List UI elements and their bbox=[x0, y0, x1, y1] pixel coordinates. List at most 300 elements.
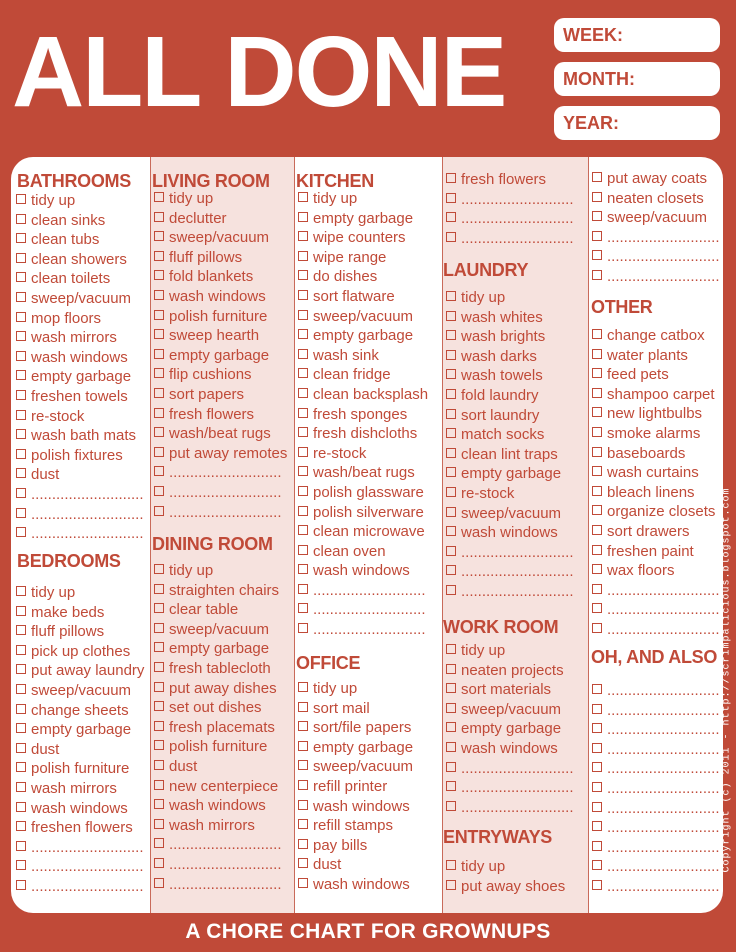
checkbox-icon[interactable] bbox=[154, 838, 164, 848]
chore-item bbox=[16, 779, 150, 799]
checkbox-icon[interactable] bbox=[298, 349, 308, 359]
checkbox-icon[interactable] bbox=[298, 368, 308, 378]
chore-label: make beds bbox=[31, 603, 105, 621]
checkbox-icon[interactable] bbox=[154, 251, 164, 261]
chore-label: polish furniture bbox=[169, 738, 268, 756]
chore-label: wash windows bbox=[313, 875, 410, 893]
chore-label: wash mirrors bbox=[31, 329, 117, 347]
checkbox-icon[interactable] bbox=[16, 743, 26, 753]
checkbox-icon[interactable] bbox=[446, 722, 456, 732]
checkbox-icon[interactable] bbox=[154, 388, 164, 398]
chore-item bbox=[592, 620, 723, 640]
checkbox-icon[interactable] bbox=[298, 447, 308, 457]
checkbox-icon[interactable] bbox=[154, 329, 164, 339]
checkbox-icon[interactable] bbox=[592, 486, 602, 496]
checkbox-icon[interactable] bbox=[592, 172, 602, 182]
checkbox-icon[interactable] bbox=[298, 388, 308, 398]
checkbox-icon[interactable] bbox=[446, 389, 456, 399]
chore-label: wash windows bbox=[169, 797, 266, 815]
checkbox-icon[interactable] bbox=[298, 427, 308, 437]
column-5 bbox=[589, 157, 723, 913]
chore-label: new centerpiece bbox=[169, 777, 279, 795]
checkbox-icon[interactable] bbox=[298, 623, 308, 633]
checkbox-icon[interactable] bbox=[592, 584, 602, 594]
chore-item bbox=[154, 737, 294, 757]
chore-label: clean oven bbox=[313, 542, 386, 560]
chore-item bbox=[592, 740, 723, 760]
chore-label: sweep/vacuum bbox=[31, 681, 132, 699]
chore-item bbox=[446, 641, 588, 661]
chore-item bbox=[154, 777, 294, 797]
chore-item bbox=[298, 522, 442, 542]
chore-label: fluff pillows bbox=[169, 248, 243, 266]
checkbox-icon[interactable] bbox=[154, 662, 164, 672]
checkbox-icon[interactable] bbox=[592, 762, 602, 772]
checkbox-icon[interactable] bbox=[446, 232, 456, 242]
checkbox-icon[interactable] bbox=[298, 878, 308, 888]
checkbox-icon[interactable] bbox=[446, 173, 456, 183]
checkbox-icon[interactable] bbox=[592, 231, 602, 241]
chore-item bbox=[592, 542, 723, 562]
chore-item bbox=[298, 326, 442, 346]
chore-item bbox=[592, 404, 723, 424]
chore-item bbox=[16, 759, 150, 779]
checkbox-icon[interactable] bbox=[16, 880, 26, 890]
checkbox-icon[interactable] bbox=[446, 448, 456, 458]
checkbox-icon[interactable] bbox=[592, 388, 602, 398]
checkbox-icon[interactable] bbox=[298, 251, 308, 261]
chore-item bbox=[154, 581, 294, 601]
checkbox-icon[interactable] bbox=[446, 880, 456, 890]
chore-item bbox=[446, 759, 588, 779]
chore-label: bleach linens bbox=[607, 483, 695, 501]
checkbox-icon[interactable] bbox=[154, 427, 164, 437]
checkbox-icon[interactable] bbox=[446, 762, 456, 772]
checkbox-icon[interactable] bbox=[298, 192, 308, 202]
checkbox-icon[interactable] bbox=[154, 623, 164, 633]
kitchen-list bbox=[298, 189, 442, 640]
checkbox-icon[interactable] bbox=[16, 390, 26, 400]
section-heading-bathrooms: BATHROOMS bbox=[17, 171, 131, 191]
checkbox-icon[interactable] bbox=[592, 250, 602, 260]
chore-item bbox=[16, 877, 150, 897]
checkbox-icon[interactable] bbox=[446, 193, 456, 203]
checkbox-icon[interactable] bbox=[446, 664, 456, 674]
checkbox-icon[interactable] bbox=[154, 349, 164, 359]
chore-item bbox=[446, 386, 588, 406]
section-heading-other: OTHER bbox=[591, 297, 653, 317]
checkbox-icon[interactable] bbox=[592, 623, 602, 633]
entryways-list bbox=[446, 857, 588, 896]
chore-item bbox=[592, 169, 723, 189]
checkbox-icon[interactable] bbox=[298, 603, 308, 613]
chore-item bbox=[298, 836, 442, 856]
chore-label: fresh sponges bbox=[313, 405, 408, 423]
checkbox-icon[interactable] bbox=[154, 603, 164, 613]
checkbox-icon[interactable] bbox=[298, 545, 308, 555]
chore-item bbox=[446, 327, 588, 347]
checkbox-icon[interactable] bbox=[298, 780, 308, 790]
checkbox-icon[interactable] bbox=[16, 606, 26, 616]
checkbox-icon[interactable] bbox=[298, 466, 308, 476]
checkbox-icon[interactable] bbox=[446, 565, 456, 575]
checkbox-icon[interactable] bbox=[446, 860, 456, 870]
chore-item bbox=[446, 661, 588, 681]
checkbox-icon[interactable] bbox=[592, 802, 602, 812]
chore-item bbox=[16, 838, 150, 858]
chore-label: wash windows bbox=[313, 562, 410, 580]
checkbox-icon[interactable] bbox=[16, 351, 26, 361]
checkbox-icon[interactable] bbox=[154, 584, 164, 594]
chore-label: dust bbox=[313, 856, 342, 874]
checkbox-icon[interactable] bbox=[16, 331, 26, 341]
checkbox-icon[interactable] bbox=[16, 664, 26, 674]
checkbox-icon[interactable] bbox=[154, 466, 164, 476]
chore-item bbox=[592, 720, 723, 740]
checkbox-icon[interactable] bbox=[16, 841, 26, 851]
checkbox-icon[interactable] bbox=[16, 508, 26, 518]
checkbox-icon[interactable] bbox=[446, 291, 456, 301]
chore-label: fold laundry bbox=[461, 386, 539, 404]
checkbox-icon[interactable] bbox=[298, 270, 308, 280]
checkbox-icon[interactable] bbox=[154, 564, 164, 574]
checkbox-icon[interactable] bbox=[16, 782, 26, 792]
chore-item bbox=[16, 603, 150, 623]
checkbox-icon[interactable] bbox=[592, 860, 602, 870]
checkbox-icon[interactable] bbox=[16, 370, 26, 380]
living-extra-list bbox=[446, 170, 588, 248]
checkbox-icon[interactable] bbox=[154, 486, 164, 496]
checkbox-icon[interactable] bbox=[16, 860, 26, 870]
chore-label: wash brights bbox=[461, 328, 546, 346]
section-heading-oh-and-also: OH, AND ALSO bbox=[591, 647, 718, 667]
chore-label: match socks bbox=[461, 426, 545, 444]
checkbox-icon[interactable] bbox=[446, 585, 456, 595]
chore-label: ........................... bbox=[607, 760, 720, 778]
chore-label: sweep/vacuum bbox=[607, 209, 708, 227]
checkbox-icon[interactable] bbox=[16, 253, 26, 263]
checkbox-icon[interactable] bbox=[154, 819, 164, 829]
checkbox-icon[interactable] bbox=[154, 231, 164, 241]
chore-item bbox=[16, 583, 150, 603]
checkbox-icon[interactable] bbox=[16, 704, 26, 714]
chore-label: wash windows bbox=[461, 524, 558, 542]
checkbox-icon[interactable] bbox=[298, 702, 308, 712]
checkbox-icon[interactable] bbox=[446, 703, 456, 713]
checkbox-icon[interactable] bbox=[298, 741, 308, 751]
checkbox-icon[interactable] bbox=[592, 349, 602, 359]
checkbox-icon[interactable] bbox=[16, 723, 26, 733]
checkbox-icon[interactable] bbox=[298, 858, 308, 868]
chore-item bbox=[154, 659, 294, 679]
chore-label: tidy up bbox=[169, 562, 214, 579]
chore-label: neaten projects bbox=[461, 661, 564, 679]
chore-label: straighten chairs bbox=[169, 581, 280, 599]
chore-label: pick up clothes bbox=[31, 642, 131, 660]
chore-item bbox=[298, 503, 442, 523]
checkbox-icon[interactable] bbox=[16, 586, 26, 596]
checkbox-icon[interactable] bbox=[154, 368, 164, 378]
chore-item bbox=[592, 561, 723, 581]
checkbox-icon[interactable] bbox=[154, 642, 164, 652]
chore-item bbox=[592, 346, 723, 366]
chore-item bbox=[16, 720, 150, 740]
checkbox-icon[interactable] bbox=[298, 682, 308, 692]
chore-item bbox=[592, 838, 723, 858]
checkbox-icon[interactable] bbox=[298, 564, 308, 574]
checkbox-icon[interactable] bbox=[298, 800, 308, 810]
chore-item bbox=[592, 326, 723, 346]
chore-item bbox=[154, 875, 294, 895]
checkbox-icon[interactable] bbox=[154, 192, 164, 202]
section-heading-dining-room: DINING ROOM bbox=[152, 534, 273, 554]
checkbox-icon[interactable] bbox=[16, 625, 26, 635]
chore-label: ........................... bbox=[169, 503, 282, 521]
chore-item bbox=[592, 208, 723, 228]
chore-label: tidy up bbox=[313, 680, 358, 697]
checkbox-icon[interactable] bbox=[446, 507, 456, 517]
chore-label: ........................... bbox=[461, 779, 574, 797]
checkbox-icon[interactable] bbox=[154, 799, 164, 809]
year-field[interactable]: YEAR: bbox=[554, 106, 720, 140]
chore-item bbox=[16, 524, 150, 544]
chore-item bbox=[16, 309, 150, 329]
checkbox-icon[interactable] bbox=[298, 408, 308, 418]
checkbox-icon[interactable] bbox=[154, 682, 164, 692]
chore-label: freshen flowers bbox=[31, 819, 133, 837]
chore-label: ........................... bbox=[607, 877, 720, 895]
chore-item bbox=[154, 679, 294, 699]
page-title: ALL DONE bbox=[12, 16, 506, 128]
checkbox-icon[interactable] bbox=[154, 760, 164, 770]
checkbox-icon[interactable] bbox=[592, 329, 602, 339]
chore-label: neaten closets bbox=[607, 189, 704, 207]
checkbox-icon[interactable] bbox=[16, 762, 26, 772]
chore-label: empty garbage bbox=[461, 720, 562, 738]
checkbox-icon[interactable] bbox=[154, 721, 164, 731]
checkbox-icon[interactable] bbox=[16, 292, 26, 302]
chore-label: ........................... bbox=[607, 779, 720, 797]
checkbox-icon[interactable] bbox=[446, 311, 456, 321]
chore-item bbox=[298, 816, 442, 836]
chore-label: wipe counters bbox=[313, 229, 406, 247]
checkbox-icon[interactable] bbox=[592, 368, 602, 378]
chore-label: sort flatware bbox=[313, 287, 395, 305]
checkbox-icon[interactable] bbox=[592, 447, 602, 457]
checkbox-icon[interactable] bbox=[592, 704, 602, 714]
checkbox-icon[interactable] bbox=[298, 584, 308, 594]
section-heading-office: OFFICE bbox=[296, 653, 361, 673]
chore-label: declutter bbox=[169, 209, 227, 227]
checkbox-icon[interactable] bbox=[298, 290, 308, 300]
checkbox-icon[interactable] bbox=[446, 644, 456, 654]
chore-item bbox=[592, 228, 723, 248]
checkbox-icon[interactable] bbox=[16, 429, 26, 439]
checkbox-icon[interactable] bbox=[16, 449, 26, 459]
chore-item bbox=[298, 228, 442, 248]
checkbox-icon[interactable] bbox=[592, 603, 602, 613]
chore-item bbox=[16, 661, 150, 681]
checkbox-icon[interactable] bbox=[446, 683, 456, 693]
chore-label: wash/beat rugs bbox=[169, 425, 271, 443]
chore-label: put away dishes bbox=[169, 679, 277, 697]
checkbox-icon[interactable] bbox=[592, 466, 602, 476]
checkbox-icon[interactable] bbox=[154, 408, 164, 418]
checkbox-icon[interactable] bbox=[446, 428, 456, 438]
chore-label: wax floors bbox=[607, 562, 675, 580]
chore-item bbox=[446, 719, 588, 739]
chore-item bbox=[16, 505, 150, 525]
checkbox-icon[interactable] bbox=[154, 212, 164, 222]
chore-label: empty garbage bbox=[313, 327, 414, 345]
checkbox-icon[interactable] bbox=[446, 546, 456, 556]
checkbox-icon[interactable] bbox=[592, 821, 602, 831]
checkbox-icon[interactable] bbox=[592, 270, 602, 280]
chore-item bbox=[298, 738, 442, 758]
chore-item bbox=[16, 465, 150, 485]
checkbox-icon[interactable] bbox=[154, 878, 164, 888]
checkbox-icon[interactable] bbox=[592, 684, 602, 694]
chore-chart-panel bbox=[11, 157, 723, 913]
chore-label: ........................... bbox=[461, 210, 574, 228]
chore-item bbox=[298, 757, 442, 777]
chore-item bbox=[592, 877, 723, 897]
checkbox-icon[interactable] bbox=[446, 409, 456, 419]
chore-item bbox=[298, 365, 442, 385]
chore-label: clean fridge bbox=[313, 366, 391, 384]
chore-item bbox=[154, 816, 294, 836]
chore-label: tidy up bbox=[31, 584, 76, 601]
chore-label: ........................... bbox=[169, 836, 282, 854]
checkbox-icon[interactable] bbox=[16, 233, 26, 243]
chore-label: dust bbox=[169, 757, 198, 775]
checkbox-icon[interactable] bbox=[16, 821, 26, 831]
checkbox-icon[interactable] bbox=[446, 487, 456, 497]
chore-label: empty garbage bbox=[169, 346, 270, 364]
chore-item bbox=[592, 247, 723, 267]
chore-label: ........................... bbox=[607, 740, 720, 758]
checkbox-icon[interactable] bbox=[446, 801, 456, 811]
chore-label: ........................... bbox=[461, 582, 574, 600]
checkbox-icon[interactable] bbox=[298, 212, 308, 222]
checkbox-icon[interactable] bbox=[16, 802, 26, 812]
checkbox-icon[interactable] bbox=[154, 447, 164, 457]
checkbox-icon[interactable] bbox=[16, 468, 26, 478]
chore-item bbox=[154, 424, 294, 444]
checkbox-icon[interactable] bbox=[592, 407, 602, 417]
checkbox-icon[interactable] bbox=[298, 506, 308, 516]
checkbox-icon[interactable] bbox=[16, 645, 26, 655]
chore-label: wash windows bbox=[31, 799, 128, 817]
checkbox-icon[interactable] bbox=[446, 330, 456, 340]
checkbox-icon[interactable] bbox=[154, 858, 164, 868]
checkbox-icon[interactable] bbox=[446, 781, 456, 791]
checkbox-icon[interactable] bbox=[298, 839, 308, 849]
checkbox-icon[interactable] bbox=[298, 819, 308, 829]
checkbox-icon[interactable] bbox=[298, 486, 308, 496]
chore-label: refill stamps bbox=[313, 817, 394, 835]
chore-item bbox=[16, 269, 150, 289]
checkbox-icon[interactable] bbox=[16, 410, 26, 420]
chore-label: wipe range bbox=[313, 248, 387, 266]
chore-label: ........................... bbox=[607, 581, 720, 599]
checkbox-icon[interactable] bbox=[298, 760, 308, 770]
chore-label: fold blankets bbox=[169, 268, 254, 286]
checkbox-icon[interactable] bbox=[592, 505, 602, 515]
checkbox-icon[interactable] bbox=[16, 684, 26, 694]
checkbox-icon[interactable] bbox=[446, 526, 456, 536]
checkbox-icon[interactable] bbox=[446, 350, 456, 360]
chore-label: refill printer bbox=[313, 777, 388, 795]
checkbox-icon[interactable] bbox=[154, 506, 164, 516]
checkbox-icon[interactable] bbox=[16, 488, 26, 498]
checkbox-icon[interactable] bbox=[298, 310, 308, 320]
checkbox-icon[interactable] bbox=[446, 742, 456, 752]
checkbox-icon[interactable] bbox=[154, 310, 164, 320]
checkbox-icon[interactable] bbox=[298, 721, 308, 731]
chore-item bbox=[154, 698, 294, 718]
checkbox-icon[interactable] bbox=[592, 427, 602, 437]
chore-item bbox=[592, 502, 723, 522]
chore-label: wash curtains bbox=[607, 464, 699, 482]
checkbox-icon[interactable] bbox=[592, 525, 602, 535]
chore-label: sweep/vacuum bbox=[461, 504, 562, 522]
checkbox-icon[interactable] bbox=[592, 211, 602, 221]
chore-label: put away coats bbox=[607, 170, 708, 187]
checkbox-icon[interactable] bbox=[16, 194, 26, 204]
checkbox-icon[interactable] bbox=[592, 545, 602, 555]
month-field[interactable]: MONTH: bbox=[554, 62, 720, 96]
checkbox-icon[interactable] bbox=[592, 880, 602, 890]
chore-label: sort/file papers bbox=[313, 719, 412, 737]
chore-item bbox=[154, 248, 294, 268]
checkbox-icon[interactable] bbox=[592, 743, 602, 753]
chore-item bbox=[16, 407, 150, 427]
checkbox-icon[interactable] bbox=[592, 782, 602, 792]
checkbox-icon[interactable] bbox=[154, 701, 164, 711]
checkbox-icon[interactable] bbox=[592, 841, 602, 851]
chore-item bbox=[298, 855, 442, 875]
chore-item bbox=[446, 425, 588, 445]
chore-item bbox=[592, 522, 723, 542]
chore-item bbox=[298, 620, 442, 640]
checkbox-icon[interactable] bbox=[446, 212, 456, 222]
checkbox-icon[interactable] bbox=[16, 214, 26, 224]
checkbox-icon[interactable] bbox=[16, 312, 26, 322]
chore-item bbox=[592, 759, 723, 779]
checkbox-icon[interactable] bbox=[298, 329, 308, 339]
checkbox-icon[interactable] bbox=[154, 740, 164, 750]
laundry-list bbox=[446, 288, 588, 602]
chore-label: sweep/vacuum bbox=[169, 620, 270, 638]
checkbox-icon[interactable] bbox=[592, 723, 602, 733]
checkbox-icon[interactable] bbox=[16, 272, 26, 282]
checkbox-icon[interactable] bbox=[154, 290, 164, 300]
chore-label: sweep/vacuum bbox=[31, 289, 132, 307]
checkbox-icon[interactable] bbox=[446, 467, 456, 477]
chore-label: tidy up bbox=[31, 192, 76, 209]
week-field[interactable]: WEEK: bbox=[554, 18, 720, 52]
checkbox-icon[interactable] bbox=[446, 369, 456, 379]
checkbox-icon[interactable] bbox=[298, 231, 308, 241]
checkbox-icon[interactable] bbox=[16, 527, 26, 537]
checkbox-icon[interactable] bbox=[154, 780, 164, 790]
checkbox-icon[interactable] bbox=[298, 525, 308, 535]
checkbox-icon[interactable] bbox=[592, 192, 602, 202]
checkbox-icon[interactable] bbox=[592, 564, 602, 574]
chore-label: tidy up bbox=[313, 190, 358, 207]
checkbox-icon[interactable] bbox=[154, 270, 164, 280]
